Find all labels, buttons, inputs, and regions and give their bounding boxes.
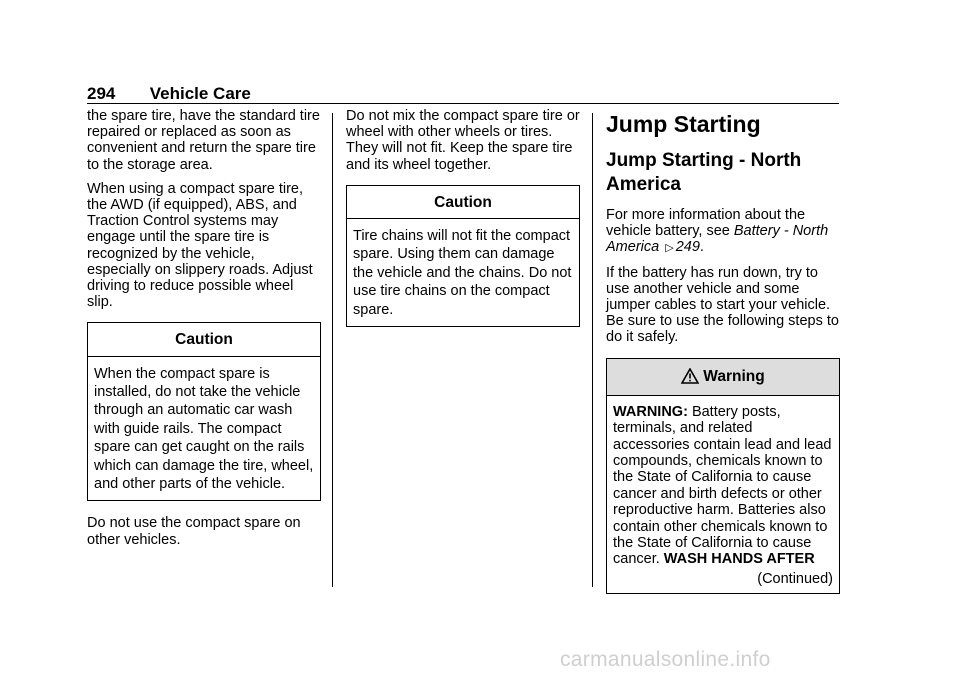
warning-title: Warning [703, 367, 765, 385]
continued-label: (Continued) [757, 570, 833, 587]
warning-header [607, 359, 839, 396]
caution-title: Caution [347, 186, 579, 219]
caution-text: Tire chains will not fit the compact spare. Using them can damage the vehicle and the chains. Do not use tire chains on the compact spare. [353, 228, 572, 318]
header-rule [87, 103, 839, 104]
warning-body: Battery posts, terminals, and related accessories contain lead and lead compounds, chemicals known to the State of California to cause cancer and birth defects or other reproductive harm. Batteries also contain other chemicals known to the State of California to cause cancer. [613, 403, 832, 568]
paragraph-text: For more information about the vehicle battery, see [606, 207, 806, 240]
paragraph: If the battery has run down, try to use another vehicle and some jumper cables to start your vehicle. Be sure to use the following steps to do it safely. [606, 264, 839, 346]
warning-bold-end: WASH HANDS AFTER [663, 551, 815, 568]
subsection-heading: Jump Starting - North America [606, 150, 802, 195]
column-1 [87, 108, 321, 556]
paragraph: Do not mix the compact spare tire or wheel with other wheels or tires. They will not fit. Keep the spare tire and its wheel together. [346, 108, 580, 173]
paragraph: When using a compact spare tire, the AWD (if equipped), ABS, and Traction Control systems may engage until the spare tire is recognized by the vehicle, especially on slippery roads. Adjust driving to reduce possible wheel slip. [87, 180, 313, 311]
column-2 [346, 108, 580, 341]
caution-box [346, 185, 580, 327]
column-divider-2 [592, 113, 593, 587]
watermark: carmanualsonline.info [560, 648, 771, 671]
cross-reference-page: 249 [675, 239, 700, 256]
warning-box [606, 358, 840, 595]
warning-text [607, 396, 839, 593]
page-header [87, 84, 251, 104]
column-3 [606, 108, 840, 608]
section-title: Vehicle Care [149, 84, 251, 103]
caution-box [87, 322, 321, 501]
paragraph [606, 207, 840, 257]
warning-triangle-icon [681, 368, 699, 388]
column-divider-1 [332, 113, 333, 587]
page-number: 294 [87, 84, 116, 103]
section-heading: Jump Starting [606, 111, 761, 137]
caution-title: Caution [88, 323, 320, 356]
caution-text: When the compact spare is installed, do not take the vehicle through an automatic car wash with guide rails. The compact spare can get caught on the rails which can damage the tire, wheel, and other parts of the vehicle. [94, 365, 314, 493]
page-reference-arrow-icon: ▷ [665, 242, 674, 255]
paragraph: Do not use the compact spare on other vehicles. [87, 515, 301, 548]
paragraph: the spare tire, have the standard tire repaired or replaced as soon as convenient and return the spare tire to the storage area. [87, 108, 320, 173]
paragraph-end: . [699, 239, 704, 256]
warning-lead: WARNING: [613, 403, 688, 420]
cross-reference-title: Battery - North America [606, 223, 829, 256]
